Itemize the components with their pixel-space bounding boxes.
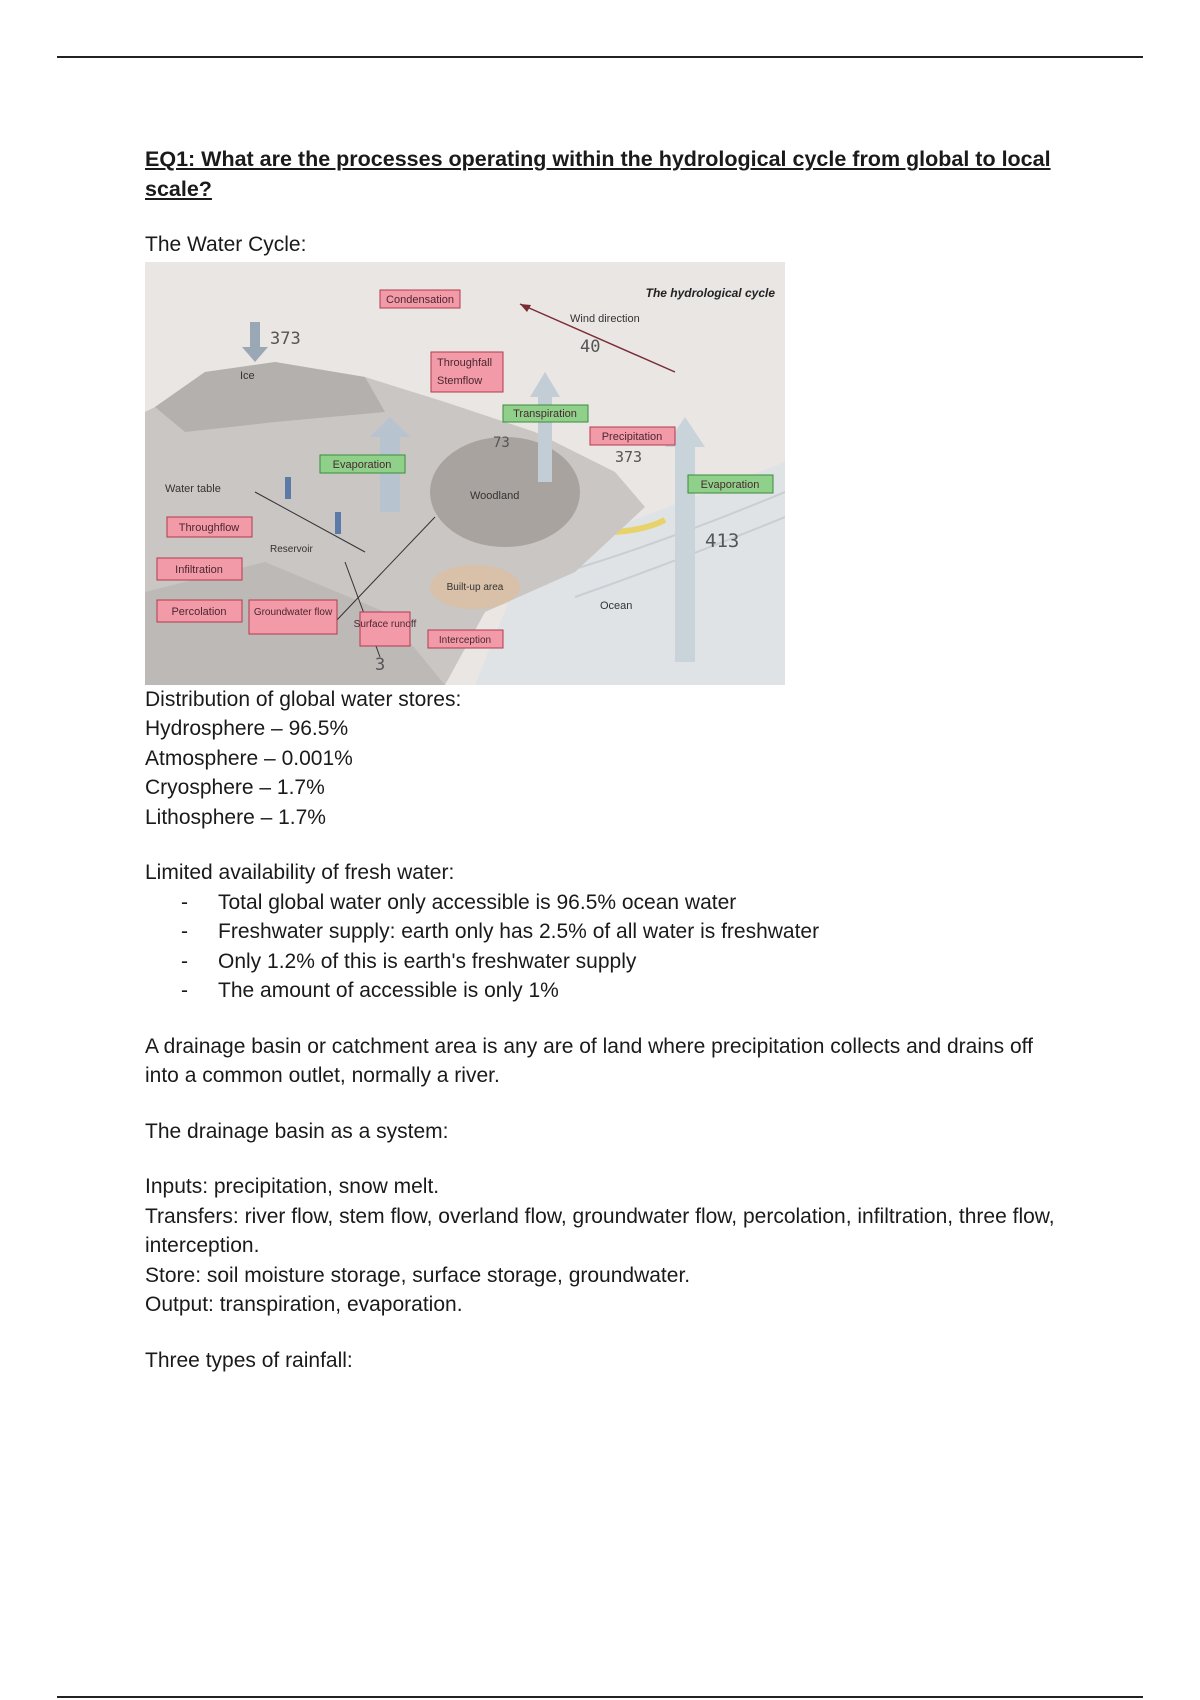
list-item: - The amount of accessible is only 1%	[145, 976, 1065, 1006]
freshwater-list	[145, 888, 1065, 1006]
distribution-item: Cryosphere – 1.7%	[145, 776, 325, 799]
transpiration-tag: Transpiration	[513, 407, 577, 420]
bottom-rule	[57, 1696, 1143, 1698]
evaporation-right-tag: Evaporation	[700, 478, 760, 491]
water-table-label: Water table	[165, 482, 221, 495]
groundwater-flow-tag: Groundwater flow	[253, 606, 333, 618]
handwritten-73: 73	[493, 434, 510, 451]
ice-label: Ice	[240, 369, 255, 382]
handwritten-3: 3	[375, 654, 386, 675]
drainage-definition: A drainage basin or catchment area is any are of land where precipitation collects and drains off into a common outlet, normally a river.	[145, 1034, 1033, 1087]
document-body	[145, 144, 1065, 1375]
handwritten-373b: 373	[615, 447, 643, 466]
handwritten-413: 413	[705, 529, 740, 552]
woodland-label: Woodland	[470, 489, 520, 502]
wind-direction-label: Wind direction	[570, 312, 640, 325]
hydrological-cycle-figure	[145, 262, 785, 685]
built-up-label: Built-up area	[446, 581, 504, 593]
precipitation-tag: Precipitation	[601, 430, 663, 443]
distribution-item: Lithosphere – 1.7%	[145, 805, 326, 829]
condensation-tag: Condensation	[386, 293, 454, 306]
water-cycle-label: The Water Cycle:	[145, 233, 307, 256]
top-rule	[57, 56, 1143, 58]
handwritten-40: 40	[580, 336, 601, 357]
system-transfers: Transfers: river flow, stem flow, overland flow, groundwater flow, percolation, infiltration, three flow, interception.	[145, 1204, 1055, 1257]
distribution-item: Atmosphere – 0.001%	[145, 746, 353, 770]
handwritten-373: 373	[270, 328, 301, 349]
figure-title: The hydrological cycle	[645, 285, 775, 300]
throughflow-tag: Throughflow	[178, 521, 240, 534]
reservoir-label: Reservoir	[270, 543, 313, 555]
page-heading: EQ1: What are the processes operating within the hydrological cycle from global to local scale?	[145, 147, 1051, 201]
list-item: - Total global water only accessible is 96.5% ocean water	[145, 888, 1065, 918]
stemflow-tag: Stemflow	[437, 374, 483, 387]
ocean-label: Ocean	[600, 599, 633, 612]
infiltration-tag: Infiltration	[175, 563, 223, 576]
surface-runoff-tag: Surface runoff	[353, 618, 417, 630]
rainfall-label: Three types of rainfall:	[145, 1348, 353, 1372]
interception-tag: Interception	[438, 634, 492, 646]
drainage-system-label: The drainage basin as a system:	[145, 1119, 449, 1143]
evaporation-left-tag: Evaporation	[332, 458, 392, 471]
freshwater-title: Limited availability of fresh water:	[145, 861, 455, 884]
distribution-title: Distribution of global water stores:	[145, 687, 462, 711]
system-store: Store: soil moisture storage, surface storage, groundwater.	[145, 1263, 691, 1287]
percolation-tag: Percolation	[171, 605, 227, 618]
list-item: - Only 1.2% of this is earth's freshwater supply	[145, 947, 1065, 977]
throughfall-tag: Throughfall	[437, 356, 493, 369]
system-output: Output: transpiration, evaporation.	[145, 1293, 463, 1316]
distribution-item: Hydrosphere – 96.5%	[145, 717, 349, 740]
system-inputs: Inputs: precipitation, snow melt.	[145, 1175, 440, 1198]
list-item: - Freshwater supply: earth only has 2.5% of all water is freshwater	[145, 917, 1065, 947]
